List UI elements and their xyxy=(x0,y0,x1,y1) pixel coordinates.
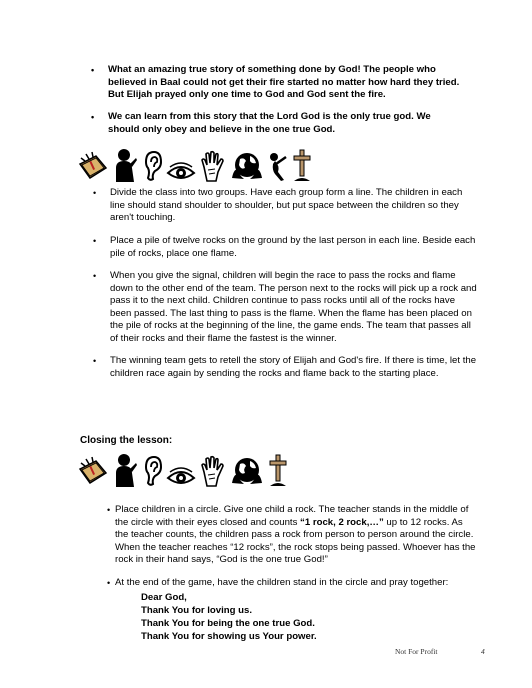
hand-icon xyxy=(200,455,226,487)
activity-bullet-text: When you give the signal, children will begin the race to pass the rocks and flame down to the other end of the team. The person next to the rocks will pick up a rock and pass it to the next child. Children continue to pass rocks until all of the rocks have been passed. The last thing to pass is the flame. When the flame has been placed on the pile of rocks at the beginning of the line, the game ends. The team that passes all of their rocks and their flame the fastest is the winner. xyxy=(110,270,477,344)
bullet-dot: • xyxy=(93,271,97,281)
activity-bullet-2 xyxy=(93,235,478,260)
hand-icon xyxy=(200,150,226,182)
closing-bullet-text-before: Place children in a circle. Give one child a rock. The teacher stands in the middle of the circle with their eyes closed and counts xyxy=(115,504,469,528)
bible-icon xyxy=(78,150,108,182)
bullet-dot: • xyxy=(93,188,97,198)
intro-bullet-2 xyxy=(91,111,460,136)
prayer-line-1: Dear God, xyxy=(141,592,187,603)
globe-hands-icon xyxy=(230,150,264,182)
activity-bullet-text: The winning team gets to retell the story of Elijah and God's fire. If there is time, let the children race again by sending the rocks and flame back to the starting place. xyxy=(110,355,477,379)
eye-icon xyxy=(166,467,196,487)
bullet-dot: • xyxy=(93,236,97,246)
praying-child-icon xyxy=(112,148,138,182)
bullet-dot: • xyxy=(107,505,111,515)
intro-bullet-text: We can learn from this story that the Lord God is the only true god. We should only obey and believe in the one true God. xyxy=(108,111,431,135)
ear-icon xyxy=(142,150,162,182)
activity-bullet-text: Place a pile of twelve rocks on the ground by the last person in each line. Beside each pile of rocks, place one flame. xyxy=(110,235,476,259)
praying-child-icon xyxy=(112,453,138,487)
prayer-line-4: Thank You for showing us Your power. xyxy=(141,631,317,642)
cross-icon xyxy=(268,453,288,487)
activity-bullet-text: Divide the class into two groups. Have each group form a line. The children in each line should stand shoulder to shoulder, but put space between the children so they aren't touching. xyxy=(110,187,463,224)
cross-icon xyxy=(292,148,312,182)
intro-bullet-text: What an amazing true story of something done by God! The people who believed in Baal could not get their fire started no matter how hard they tried. But Elijah prayed only one time to God and God sent the fire. xyxy=(108,64,460,101)
bullet-dot: • xyxy=(91,65,95,75)
bullet-dot: • xyxy=(93,356,97,366)
page-number: 4 xyxy=(481,647,485,656)
eye-icon xyxy=(166,162,196,182)
closing-bullet-count-phrase: “1 rock, 2 rock,…” xyxy=(300,516,384,528)
footer-label: Not For Profit xyxy=(395,647,438,656)
activity-bullet-4 xyxy=(93,355,478,380)
activity-bullet-1 xyxy=(93,187,478,225)
closing-bullet-text-after: up to 12 rocks. As the teacher counts, the children pass a rock from person to person around the circle. When the teacher reaches “12 rocks”, the rock stops being passed. Whoever has the rock in their hand says, “God is the one true God!” xyxy=(115,516,476,566)
intro-bullet-1 xyxy=(91,64,460,102)
closing-heading: Closing the lesson: xyxy=(80,435,173,446)
prayer-line-3: Thank You for being the one true God. xyxy=(141,618,315,629)
bullet-dot: • xyxy=(91,112,95,122)
globe-hands-icon xyxy=(230,455,264,487)
closing-icon-row xyxy=(78,453,288,487)
closing-bullet-text: At the end of the game, have the children stand in the circle and pray together: xyxy=(115,577,449,588)
bible-icon xyxy=(78,455,108,487)
closing-bullet-1 xyxy=(107,504,477,567)
ear-icon xyxy=(142,455,162,487)
activity-bullet-3 xyxy=(93,270,478,346)
activity-icon-row xyxy=(78,148,312,182)
prayer-line-2: Thank You for loving us. xyxy=(141,605,253,616)
bullet-dot: • xyxy=(107,578,111,588)
closing-bullet-2 xyxy=(107,577,487,590)
stretching-figure-icon xyxy=(268,152,288,182)
